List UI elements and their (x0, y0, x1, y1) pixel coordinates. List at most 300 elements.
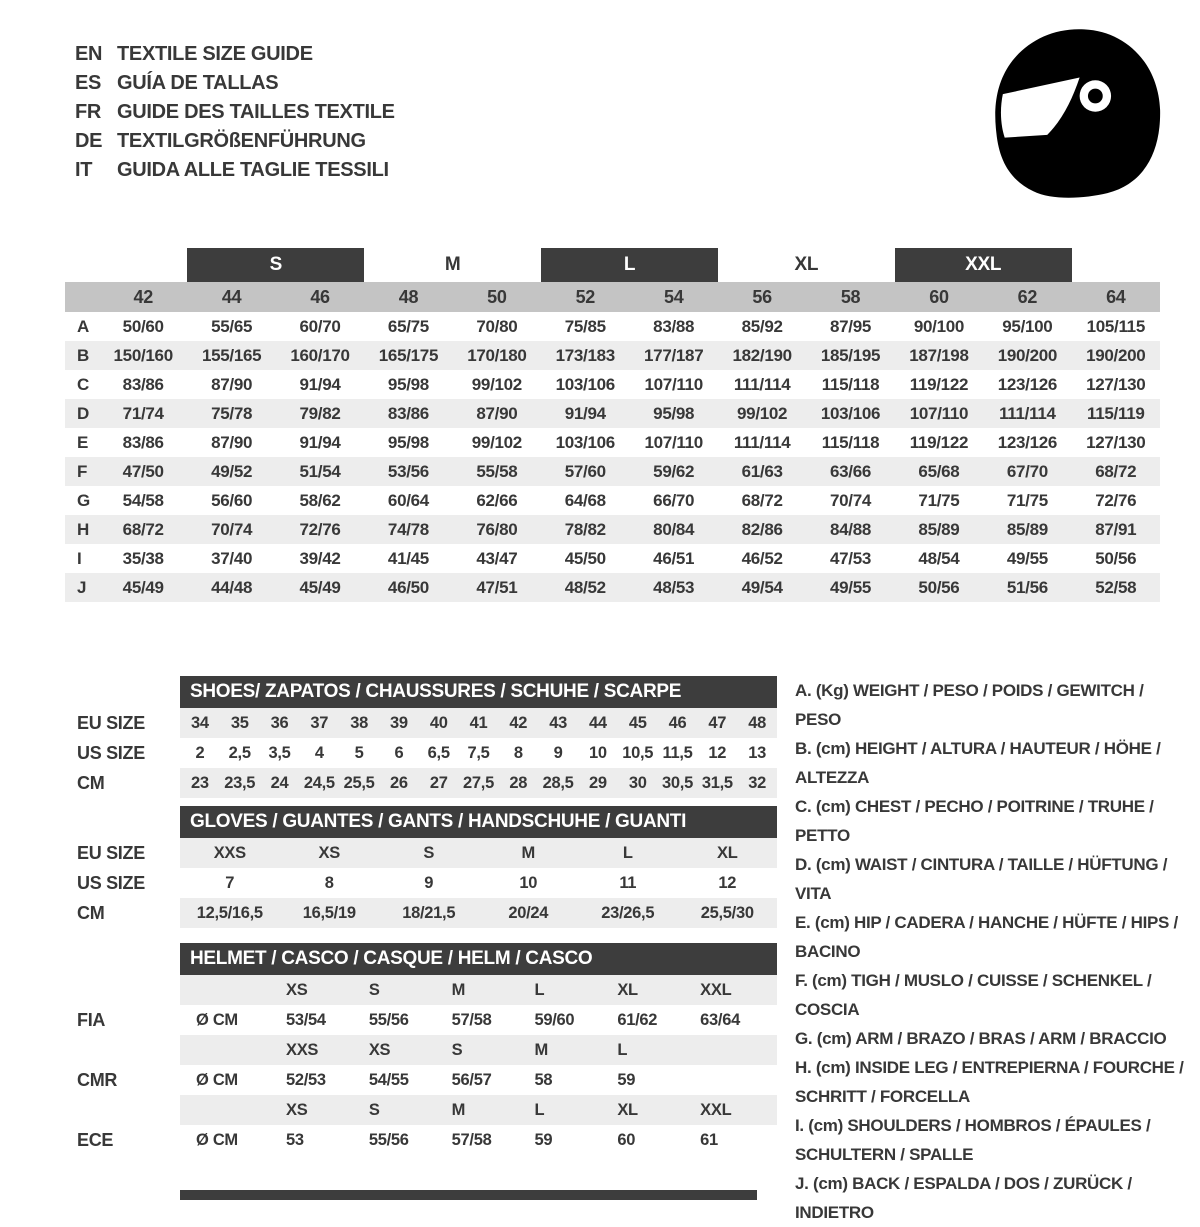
helmet-size-label: XS (286, 980, 308, 999)
table-cell: 72/76 (1095, 490, 1137, 510)
table-cell: 46 (668, 713, 687, 732)
table-cell: 107/110 (644, 374, 703, 394)
table-cell: 23,5 (224, 773, 256, 792)
numeric-size-label: 50 (487, 286, 507, 307)
table-cell: 66/70 (653, 490, 695, 510)
row-label: H (77, 519, 89, 539)
table-cell: 68/72 (122, 519, 164, 539)
table-cell: 10 (519, 873, 538, 892)
helmet-size-label: XL (617, 1100, 638, 1119)
helmet-size-label: XXL (700, 1100, 732, 1119)
table-cell: 65/75 (387, 316, 429, 336)
table-cell: 67/70 (1006, 461, 1048, 481)
table-row (65, 898, 777, 928)
table-cell: 61/62 (617, 1010, 658, 1029)
table-cell: 99/102 (471, 432, 522, 452)
table-cell: 48 (748, 713, 766, 732)
table-cell: 4 (314, 743, 324, 762)
table-cell: 95/98 (653, 403, 695, 423)
size-group-label: S (187, 248, 364, 282)
table-cell: 84/88 (830, 519, 872, 539)
table-cell: 23/26,5 (601, 903, 655, 922)
size-group-header-row (65, 248, 1160, 282)
numeric-size-label: 58 (840, 286, 861, 307)
table-cell: 127/130 (1086, 374, 1146, 394)
numeric-size-label: 56 (752, 286, 772, 307)
row-label: G (77, 490, 90, 510)
helmet-section-header: HELMET / CASCO / CASQUE / HELM / CASCO (180, 943, 777, 975)
diameter-unit-label: Ø CM (196, 1010, 238, 1029)
row-label: EU SIZE (77, 842, 145, 863)
table-cell: 59/60 (534, 1010, 575, 1029)
textile-size-table (65, 248, 1160, 602)
table-cell: 61 (700, 1130, 718, 1149)
table-cell: XXS (213, 843, 246, 862)
table-cell: 31,5 (701, 773, 733, 792)
table-cell: 170/180 (467, 345, 527, 365)
measurement-legend (795, 676, 1193, 1227)
table-row (65, 457, 1160, 486)
helmet-size-header-row (65, 1095, 777, 1125)
table-cell: 99/102 (737, 403, 788, 423)
helmet-size-label: S (451, 1040, 463, 1059)
helmet-size-label: XXL (700, 980, 732, 999)
table-cell: 46/51 (653, 548, 695, 568)
row-label: US SIZE (77, 872, 145, 893)
table-cell: 9 (553, 743, 563, 762)
table-cell: 32 (748, 773, 766, 792)
language-title: GUIDE DES TAILLES TEXTILE (117, 101, 395, 123)
table-cell: 47/50 (122, 461, 164, 481)
table-cell: 185/195 (820, 345, 881, 365)
table-row (65, 868, 777, 898)
table-cell: 79/82 (299, 403, 341, 423)
language-title: TEXTILGRÖßENFÜHRUNG (117, 130, 366, 152)
table-cell: 23 (191, 773, 209, 792)
size-group-label: XL (794, 254, 819, 275)
table-cell: 35/38 (122, 548, 164, 568)
table-row (65, 573, 1160, 602)
table-cell: 25,5/30 (700, 903, 754, 922)
table-cell: 26 (390, 773, 408, 792)
table-cell: 83/86 (122, 432, 164, 452)
table-cell: 52/58 (1095, 577, 1137, 597)
helmet-size-label: L (534, 1100, 545, 1119)
table-cell: 68/72 (741, 490, 783, 510)
table-cell: 87/90 (476, 403, 518, 423)
table-cell: 70/74 (830, 490, 872, 510)
table-cell: 58/62 (299, 490, 341, 510)
helmet-size-label: XS (286, 1100, 308, 1119)
legend-item: G. (cm) ARM / BRAZO / BRAS / ARM / BRACCIO (795, 1029, 1167, 1048)
table-cell: 71/75 (1006, 490, 1048, 510)
table-cell: 44 (589, 713, 607, 732)
table-cell: 115/118 (821, 432, 880, 452)
table-cell: 57/58 (451, 1130, 492, 1149)
table-cell: 18/21,5 (402, 903, 456, 922)
row-label: I (77, 548, 82, 568)
diameter-unit-label: Ø CM (196, 1130, 238, 1149)
row-label: F (77, 461, 88, 481)
numeric-size-label: 62 (1017, 286, 1038, 307)
size-group-label: L (541, 248, 718, 282)
table-cell: 61/63 (741, 461, 783, 481)
table-cell: 103/106 (555, 374, 615, 394)
size-group-label: M (444, 254, 461, 275)
legend-item: A. (Kg) WEIGHT / PESO / POIDS / GEWITCH / PESO (795, 681, 1144, 729)
table-cell: 64/68 (564, 490, 606, 510)
legend-item: J. (cm) BACK / ESPALDA / DOS / ZURÜCK / INDIETRO (795, 1174, 1132, 1222)
numeric-size-label: 44 (221, 286, 242, 307)
table-cell: 95/98 (387, 374, 429, 394)
legend-item: C. (cm) CHEST / PECHO / POITRINE / TRUHE / PETTO (795, 797, 1154, 845)
table-cell: 127/130 (1086, 432, 1146, 452)
table-cell: 48/54 (918, 548, 960, 568)
table-cell: 2 (195, 743, 205, 762)
table-cell: 43/47 (476, 548, 518, 568)
table-cell: 155/165 (201, 345, 262, 365)
table-cell: 58 (534, 1070, 553, 1089)
table-cell: 55/56 (368, 1130, 409, 1149)
table-cell: 11,5 (662, 743, 693, 762)
table-cell: 41 (469, 713, 488, 732)
language-title: GUÍA DE TALLAS (117, 72, 279, 94)
table-cell: 107/110 (644, 432, 703, 452)
table-cell: 91/94 (564, 403, 606, 423)
table-cell: 111/114 (733, 374, 791, 394)
language-title: TEXTILE SIZE GUIDE (117, 43, 313, 65)
language-row (75, 40, 395, 69)
table-cell: 51/54 (299, 461, 341, 481)
table-cell: 78/82 (564, 519, 606, 539)
table-cell: 27,5 (463, 773, 494, 792)
table-row (65, 838, 777, 868)
numeric-size-label: 54 (663, 286, 684, 307)
language-title-block (75, 40, 395, 185)
table-cell: 87/91 (1095, 519, 1137, 539)
table-cell: 44/48 (211, 577, 253, 597)
table-cell: 123/126 (997, 432, 1058, 452)
table-cell: 115/118 (821, 374, 880, 394)
table-cell: 72/76 (299, 519, 341, 539)
table-row (65, 370, 1160, 399)
table-row (65, 544, 1160, 573)
table-cell: 177/187 (644, 345, 704, 365)
row-label: E (77, 432, 89, 452)
table-row (65, 708, 777, 738)
table-cell: 16,5/19 (302, 903, 356, 922)
table-cell: 87/95 (830, 316, 872, 336)
table-cell: 13 (748, 743, 766, 762)
table-cell: 7,5 (467, 743, 490, 762)
table-cell: 53/54 (286, 1010, 326, 1029)
table-cell: 71/75 (918, 490, 960, 510)
table-row (65, 312, 1160, 341)
table-cell: 115/119 (1087, 403, 1145, 423)
table-cell: 103/106 (555, 432, 615, 452)
table-cell: XL (717, 843, 738, 862)
table-cell: 48/52 (564, 577, 606, 597)
table-cell: 46/52 (741, 548, 783, 568)
table-cell: 55/58 (476, 461, 518, 481)
table-cell: 68/72 (1095, 461, 1137, 481)
table-cell: 63/66 (830, 461, 872, 481)
table-cell: 24 (270, 773, 289, 792)
table-cell: 20/24 (508, 903, 549, 922)
table-row (65, 428, 1160, 457)
table-cell: 119/122 (909, 374, 969, 394)
table-cell: 190/200 (1086, 345, 1146, 365)
table-cell: 49/54 (741, 577, 783, 597)
helmet-size-section (65, 943, 777, 1155)
table-cell: 83/88 (653, 316, 695, 336)
table-cell: 90/100 (913, 316, 965, 336)
legend-item: E. (cm) HIP / CADERA / HANCHE / HÜFTE / HIPS / BACINO (795, 913, 1178, 961)
language-title: GUIDA ALLE TAGLIE TESSILI (117, 159, 389, 181)
row-label: A (77, 316, 89, 336)
table-cell: 43 (549, 713, 567, 732)
table-cell: 37/40 (211, 548, 253, 568)
table-cell: 30 (628, 773, 647, 792)
table-cell: 39 (390, 713, 408, 732)
table-cell: 187/198 (909, 345, 969, 365)
table-cell: 80/84 (653, 519, 695, 539)
table-row (65, 768, 777, 798)
table-cell: 3,5 (268, 743, 291, 762)
table-cell: 51/56 (1006, 577, 1048, 597)
table-cell: 49/55 (830, 577, 872, 597)
table-cell: 165/175 (378, 345, 439, 365)
language-row (75, 156, 395, 185)
language-row (75, 127, 395, 156)
table-cell: 12,5/16,5 (196, 903, 263, 922)
row-label: D (77, 403, 89, 423)
language-code: IT (75, 159, 93, 181)
helmet-size-label: L (617, 1040, 628, 1059)
table-cell: 9 (424, 873, 434, 892)
table-cell: L (622, 843, 633, 862)
table-cell: 60/64 (387, 490, 429, 510)
gloves-size-section (65, 806, 777, 928)
table-cell: 173/183 (555, 345, 615, 365)
language-code: EN (75, 43, 103, 65)
numeric-size-label: 52 (575, 286, 595, 307)
helmet-size-header-row (65, 975, 777, 1005)
table-cell: 53 (286, 1130, 304, 1149)
table-cell: 190/200 (997, 345, 1058, 365)
table-cell: 34 (191, 713, 209, 732)
table-cell: 182/190 (732, 345, 792, 365)
table-cell: 29 (589, 773, 607, 792)
table-cell: 7 (225, 873, 235, 892)
table-cell: 45/49 (299, 577, 341, 597)
table-cell: 10,5 (622, 743, 654, 762)
table-cell: 60 (617, 1130, 636, 1149)
legend-item: I. (cm) SHOULDERS / HOMBROS / ÉPAULES / SCHULTERN / SPALLE (795, 1116, 1151, 1164)
language-code: FR (75, 101, 102, 123)
row-label: CM (77, 902, 105, 923)
legend-item: H. (cm) INSIDE LEG / ENTREPIERNA / FOURCHE / SCHRITT / FORCELLA (795, 1058, 1184, 1106)
table-cell: 70/80 (476, 316, 518, 336)
numeric-size-label: 48 (398, 286, 419, 307)
table-cell: S (423, 843, 435, 862)
table-cell: 111/114 (733, 432, 791, 452)
table-cell: 56/60 (211, 490, 253, 510)
table-cell: 83/86 (387, 403, 429, 423)
helmet-size-header-row (65, 1035, 777, 1065)
gloves-section-header: GLOVES / GUANTES / GANTS / HANDSCHUHE / GUANTI (180, 806, 777, 838)
table-cell: 37 (310, 713, 329, 732)
helmet-size-label: M (534, 1040, 548, 1059)
table-cell: 39/42 (299, 548, 341, 568)
table-cell: 160/170 (290, 345, 350, 365)
table-cell: 99/102 (471, 374, 522, 394)
size-table-body (65, 312, 1160, 602)
table-cell: 40 (429, 713, 448, 732)
shoes-section-header: SHOES/ ZAPATOS / CHAUSSURES / SCHUHE / SCARPE (180, 676, 777, 708)
table-cell: 52/53 (286, 1070, 326, 1089)
table-row (65, 399, 1160, 428)
table-cell: 107/110 (909, 403, 969, 423)
table-cell: 85/89 (918, 519, 960, 539)
table-cell: 28,5 (542, 773, 574, 792)
table-cell: 54/55 (368, 1070, 409, 1089)
table-cell: 87/90 (211, 374, 253, 394)
table-cell: 85/92 (741, 316, 783, 336)
helmet-size-label: S (368, 1100, 380, 1119)
table-cell: 8 (324, 873, 334, 892)
table-cell: 50/56 (1095, 548, 1137, 568)
numeric-size-label: 42 (133, 286, 153, 307)
table-cell: 35 (230, 713, 249, 732)
table-cell: 54/58 (122, 490, 164, 510)
row-label: EU SIZE (77, 712, 145, 733)
table-cell: 45/49 (122, 577, 164, 597)
table-cell: 65/68 (918, 461, 960, 481)
helmet-size-label: M (451, 1100, 466, 1119)
table-cell: 59 (534, 1130, 553, 1149)
language-code: ES (75, 72, 102, 94)
table-cell: 36 (270, 713, 289, 732)
helmet-value-row (65, 1065, 777, 1095)
table-cell: 2,5 (228, 743, 251, 762)
table-cell: 10 (589, 743, 607, 762)
table-cell: 91/94 (299, 374, 341, 394)
table-cell: 57/60 (564, 461, 606, 481)
table-cell: M (521, 843, 535, 862)
table-cell: 85/89 (1006, 519, 1048, 539)
table-cell: 50/56 (918, 577, 960, 597)
table-cell: 56/57 (451, 1070, 492, 1089)
table-row (65, 515, 1160, 544)
table-cell: 50/60 (122, 316, 164, 336)
table-cell: 30,5 (662, 773, 693, 792)
table-cell: 45/50 (564, 548, 606, 568)
helmet-size-label: S (368, 980, 380, 999)
table-cell: 48/53 (653, 577, 695, 597)
table-cell: 103/106 (820, 403, 881, 423)
table-cell: 75/85 (564, 316, 606, 336)
table-cell: 119/122 (909, 432, 969, 452)
table-cell: 41/45 (387, 548, 429, 568)
standard-label: CMR (77, 1069, 118, 1090)
table-cell: 6,5 (427, 743, 450, 762)
racing-helmet-icon (975, 22, 1175, 207)
numeric-size-label: 64 (1106, 286, 1126, 307)
row-label: B (77, 345, 89, 365)
table-cell: 95/100 (1002, 316, 1053, 336)
helmet-value-row (65, 1005, 777, 1035)
table-cell: 105/115 (1086, 316, 1145, 336)
helmet-size-label: L (534, 980, 545, 999)
table-cell: 55/56 (368, 1010, 409, 1029)
table-row (65, 341, 1160, 370)
helmet-size-label: XL (617, 980, 638, 999)
table-cell: 8 (513, 743, 523, 762)
table-cell: 75/78 (211, 403, 253, 423)
row-label: US SIZE (77, 742, 145, 763)
table-cell: 91/94 (299, 432, 341, 452)
table-cell: 47 (708, 713, 727, 732)
table-cell: 74/78 (387, 519, 429, 539)
size-group-label: XXL (895, 248, 1072, 282)
table-cell: 53/56 (387, 461, 429, 481)
helmet-size-label: XS (368, 1040, 391, 1059)
row-label: CM (77, 772, 105, 793)
helmet-size-label: M (451, 980, 466, 999)
table-cell: 71/74 (122, 403, 164, 423)
numeric-size-label: 46 (310, 286, 330, 307)
standard-label: ECE (77, 1129, 114, 1150)
shoes-size-section (65, 676, 777, 798)
table-row (65, 486, 1160, 515)
diameter-unit-label: Ø CM (196, 1070, 238, 1089)
table-cell: 83/86 (122, 374, 164, 394)
table-cell: 6 (394, 743, 404, 762)
table-cell: 27 (429, 773, 448, 792)
table-cell: 150/160 (113, 345, 173, 365)
table-cell: 12 (718, 873, 737, 892)
table-cell: 46/50 (387, 577, 429, 597)
table-cell: 12 (708, 743, 727, 762)
legend-item: D. (cm) WAIST / CINTURA / TAILLE / HÜFTUNG / VITA (795, 855, 1168, 903)
language-row (75, 69, 395, 98)
cutoff-section-bar (180, 1190, 757, 1200)
numeric-size-label: 60 (929, 286, 949, 307)
row-label: C (77, 374, 89, 394)
language-row (75, 98, 395, 127)
table-cell: 5 (354, 743, 364, 762)
table-cell: 47/53 (830, 548, 872, 568)
table-cell: 28 (509, 773, 528, 792)
table-cell: 82/86 (741, 519, 783, 539)
table-cell: 25,5 (343, 773, 375, 792)
table-cell: 70/74 (211, 519, 253, 539)
language-code: DE (75, 130, 103, 152)
table-cell: 45 (628, 713, 647, 732)
helmet-size-label: XXS (286, 1040, 319, 1059)
table-cell: XS (318, 843, 340, 862)
table-cell: 62/66 (476, 490, 518, 510)
helmet-value-row (65, 1125, 777, 1155)
numeric-size-header-row (65, 282, 1160, 312)
table-cell: 63/64 (700, 1010, 740, 1029)
table-cell: 111/114 (999, 403, 1056, 423)
table-cell: 47/51 (476, 577, 518, 597)
table-cell: 24,5 (303, 773, 335, 792)
table-cell: 59 (617, 1070, 636, 1089)
table-cell: 38 (350, 713, 368, 732)
